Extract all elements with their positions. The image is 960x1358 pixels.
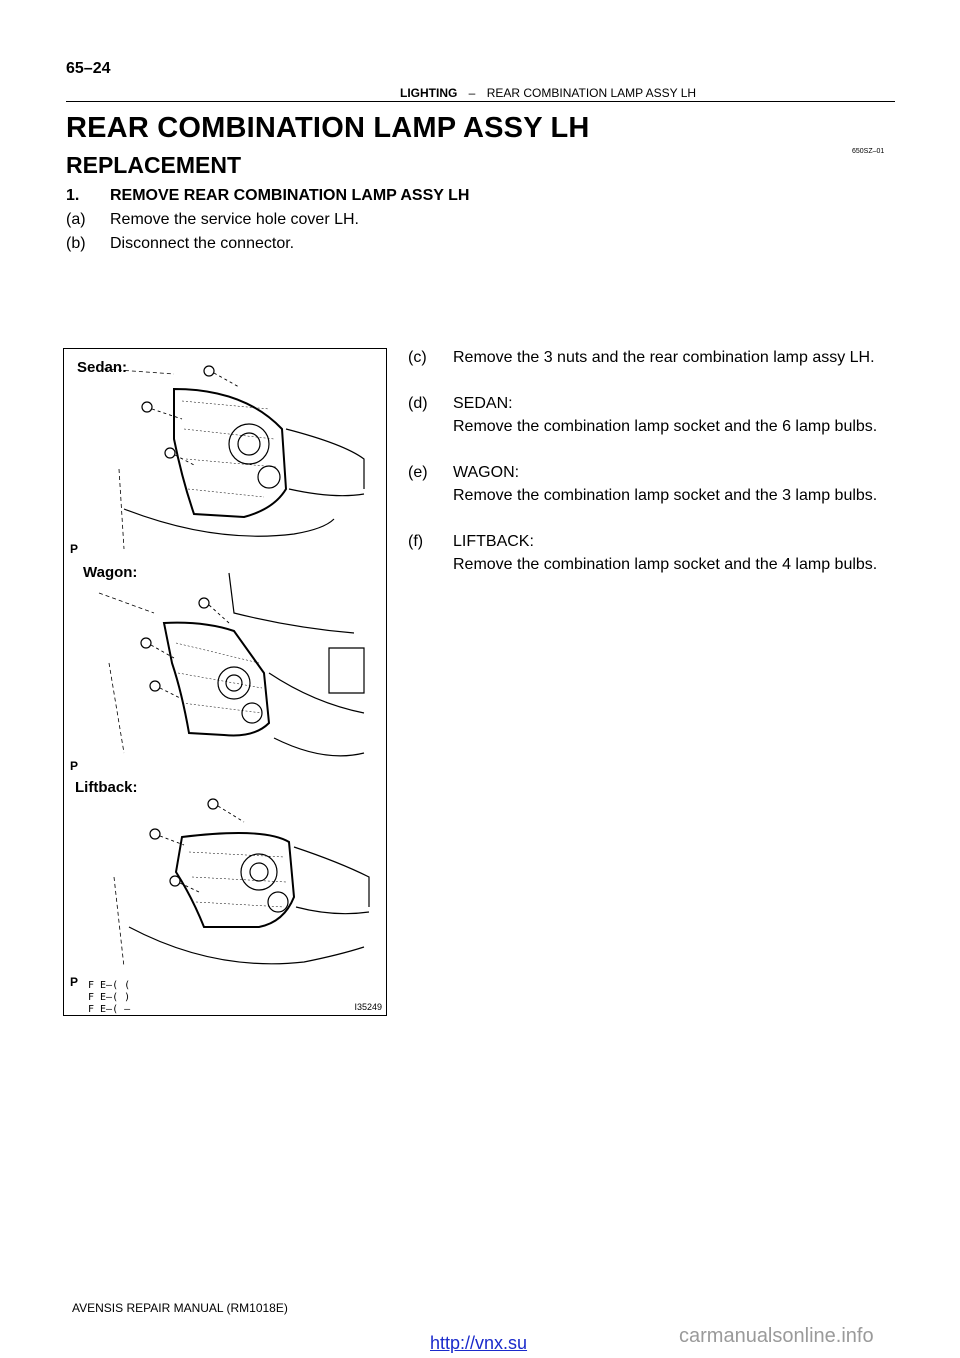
step-text: REMOVE REAR COMBINATION LAMP ASSY LH xyxy=(110,187,470,204)
liftback-lamp-drawing xyxy=(64,777,385,982)
watermark-link[interactable]: http://vnx.su xyxy=(430,1333,528,1353)
doc-code: 650SZ–01 xyxy=(852,148,885,155)
step-number: (c) xyxy=(408,349,427,366)
wagon-label: Wagon: xyxy=(83,564,138,581)
header-separator: – xyxy=(468,86,476,100)
footer-manual-id: AVENSIS REPAIR MANUAL (RM1018E) xyxy=(72,1301,288,1315)
p-mark: P xyxy=(70,542,79,556)
figure-id: I35249 xyxy=(354,1002,382,1012)
lamp-illustration-figure xyxy=(63,348,387,1016)
step-text: Remove the combination lamp socket and the 6 lamp bulbs. xyxy=(453,418,878,435)
figure-code: F E–( – xyxy=(88,1004,131,1015)
running-header xyxy=(400,86,696,100)
step-d xyxy=(408,392,898,462)
page-number: 65–24 xyxy=(66,60,111,77)
liftback-label: Liftback: xyxy=(75,779,138,796)
section-subtitle: REPLACEMENT xyxy=(66,152,242,178)
step-text: Remove the combination lamp socket and the 3 lamp bulbs. xyxy=(453,487,878,504)
sedan-label: Sedan: xyxy=(77,359,128,376)
p-mark: P xyxy=(70,975,79,989)
figure-code: F E–( ( xyxy=(88,980,131,991)
sedan-lamp-drawing xyxy=(64,349,385,559)
step-number: (a) xyxy=(66,211,86,228)
step-heading: LIFTBACK: xyxy=(453,533,534,550)
step-a xyxy=(66,211,666,231)
step-number: 1. xyxy=(66,187,80,204)
header-section: LIGHTING xyxy=(400,86,458,100)
step-text: Remove the 3 nuts and the rear combination lamp assy LH. xyxy=(453,349,875,366)
step-heading: WAGON: xyxy=(453,464,520,481)
step-e xyxy=(408,461,898,531)
wagon-lamp-drawing xyxy=(64,563,385,768)
step-number: (b) xyxy=(66,235,86,252)
figure-code: F E–( ) xyxy=(88,992,131,1003)
step-b xyxy=(66,235,666,255)
step-text: Remove the service hole cover LH. xyxy=(110,211,359,228)
p-mark: P xyxy=(70,759,79,773)
step-number: (e) xyxy=(408,464,428,481)
header-topic: REAR COMBINATION LAMP ASSY LH xyxy=(486,86,697,100)
page-title: REAR COMBINATION LAMP ASSY LH xyxy=(66,112,590,144)
step-number: (d) xyxy=(408,395,428,412)
step-c xyxy=(408,346,898,392)
watermark-text: carmanualsonline.info xyxy=(679,1325,874,1347)
step-heading: SEDAN: xyxy=(453,395,513,412)
step-text: Disconnect the connector. xyxy=(110,235,295,252)
step-text: Remove the combination lamp socket and the 4 lamp bulbs. xyxy=(453,556,878,573)
header-rule xyxy=(66,101,895,102)
step-number: (f) xyxy=(408,533,424,550)
step-1 xyxy=(66,187,666,207)
step-f xyxy=(408,530,898,600)
